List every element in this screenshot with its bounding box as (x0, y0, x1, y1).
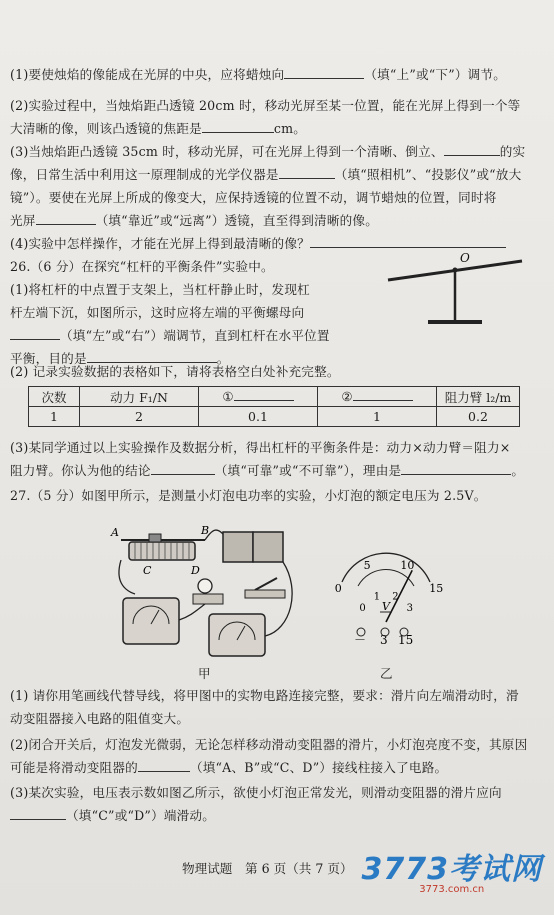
answer-blank[interactable] (353, 389, 413, 401)
battery-cell (253, 532, 283, 562)
terminal-label-b: B (201, 524, 210, 537)
q26-part1-line1: (1)将杠杆的中点置于支架上，当杠杆静止时，发现杠 (10, 282, 310, 297)
table-header: 次数 (29, 387, 80, 407)
q27-part3-line1: (3)某次实验，电压表示数如图乙所示，欲使小灯泡正常发光，则滑动变阻器的滑片应向 (10, 785, 502, 800)
watermark-url: 3773.com.cn (419, 884, 485, 895)
watermark-logo (362, 844, 543, 895)
rheostat-slider (149, 534, 161, 542)
dial-outer-tick-label: 15 (429, 582, 444, 595)
switch-icon (255, 578, 277, 590)
q26-part1-line3: （填“左”或“右”）端调节，直到杠杆在水平位置 (10, 328, 330, 344)
q25-part2-line2: 大清晰的像，则该凸透镜的焦距是 cm。 (10, 121, 307, 136)
answer-blank[interactable] (234, 389, 294, 401)
q26-part1-line4: 平衡，目的是 。 (10, 351, 230, 366)
dial-unit-label: V (382, 600, 390, 613)
q26-part1-line2: 杆左端下沉，如图所示，这时应将左端的平衡螺母向 (10, 305, 305, 320)
q25-part3-line2: 像，日常生活中利用这一原理制成的光学仪器是 （填“照相机”、“投影仪”或“放大 (10, 167, 522, 182)
answer-blank[interactable] (401, 463, 511, 475)
pivot-label: O (460, 251, 470, 265)
q27-part2-line2: 可能是将滑动变阻器的 （填“A、B”或“C、D”）接线柱接入了电路。 (10, 760, 448, 775)
voltmeter-dial-figure (328, 522, 444, 652)
q25-part3-line3: 镜”）。要使在光屏上所成的像变大，应保持透镜的位置不动，调节蜡烛的位置，同时将 (10, 190, 497, 205)
terminal-3: 3 (380, 633, 388, 647)
dial-outer-tick-label: 10 (400, 559, 415, 573)
dial-inner-tick-label: 3 (406, 603, 413, 614)
answer-blank[interactable] (36, 213, 96, 225)
q25-part3-line1: (3)当烛焰距凸透镜 35cm 时，移动光屏，可在光屏上得到一个清晰、倒立、 的实 (10, 144, 526, 159)
table-cell: 2 (80, 407, 199, 427)
q26-part3-line1: (3)某同学通过以上实验操作及数据分析，得出杠杆的平衡条件是：动力×动力臂＝阻力× (10, 440, 511, 455)
circuit-figure (105, 520, 310, 660)
terminal-label-a: A (111, 526, 119, 539)
answer-blank[interactable] (444, 144, 500, 156)
dial-outer-tick-label: 0 (334, 582, 342, 595)
terminal-label-d: D (191, 564, 200, 577)
answer-blank[interactable] (284, 67, 364, 79)
dial-inner-tick-label: 2 (392, 591, 399, 603)
q25-part4: (4)实验中怎样操作，才能在光屏上得到最清晰的像？ (10, 236, 506, 252)
terminal-label-c: C (143, 564, 152, 577)
dial-inner-tick-label: 1 (373, 591, 381, 603)
q27-heading: 27.（5 分）如图甲所示，是测量小灯泡电功率的实验，小灯泡的额定电压为 2.5V。 (10, 488, 487, 503)
table-cell: 1 (29, 407, 80, 427)
table-cell: 0.1 (199, 407, 318, 427)
battery-cell (223, 532, 253, 562)
q26-part3-line2: 阻力臂。你认为他的结论 （填“可靠”或“不可靠”），理由是 。 (10, 463, 525, 478)
answer-blank[interactable] (138, 760, 190, 772)
table-header: 阻力臂 l₂/m (437, 387, 520, 407)
answer-blank[interactable] (310, 236, 506, 248)
answer-blank[interactable] (10, 808, 66, 820)
dial-outer-tick-label: 5 (363, 559, 371, 573)
table-row (29, 407, 520, 427)
q27-part2-line1: (2)闭合开关后，灯泡发光微弱，无论怎样移动滑动变阻器的滑片，小灯泡亮度不变，其原因 (10, 737, 528, 752)
lever-pivot (453, 268, 458, 273)
table-header: ② (318, 387, 437, 407)
page-footer: 物理试题 第 6 页（共 7 页） (182, 861, 353, 876)
bulb-base (193, 594, 223, 604)
voltmeter-icon (123, 598, 179, 644)
table-header-row (29, 387, 520, 407)
q26-part2: (2) 记录实验数据的表格如下，请将表格空白处补充完整。 (10, 364, 340, 379)
q26-heading: 26.（6 分）在探究“杠杆的平衡条件”实验中。 (10, 259, 274, 274)
table-header: 动力 F₁/N (80, 387, 199, 407)
figure-caption-b: 乙 (380, 666, 393, 681)
answer-blank[interactable] (151, 463, 215, 475)
q27-part1-line1: (1) 请你用笔画线代替导线，将甲图中的实物电路连接完整，要求：滑片向左端滑动时，滑 (10, 688, 519, 703)
terminal-15: 15 (398, 633, 414, 647)
figure-caption-a: 甲 (198, 666, 211, 681)
bulb-icon (198, 579, 212, 593)
table-cell: 1 (318, 407, 437, 427)
watermark-brand: 3773考试网 (361, 852, 542, 887)
q25-part1: (1)要使烛焰的像能成在光屏的中央，应将蜡烛向 （填“上”或“下”）调节。 (10, 67, 507, 82)
table-cell: 0.2 (437, 407, 520, 427)
answer-blank[interactable] (10, 328, 60, 340)
answer-blank[interactable] (202, 121, 274, 133)
table-header: ① (199, 387, 318, 407)
q27-part1-line2: 动变阻器接入电路的阻值变大。 (10, 711, 190, 726)
answer-blank[interactable] (279, 167, 335, 179)
q27-part3-line2: （填“C”或“D”）端滑动。 (10, 808, 215, 824)
q25-part2-line1: (2)实验过程中，当烛焰距凸透镜 20cm 时，移动光屏至某一位置，能在光屏上得到一个等 (10, 98, 521, 113)
q25-part3-line4: 光屏 （填“靠近”或“远离”）透镜，直至得到清晰的像。 (10, 213, 379, 228)
record-table (28, 386, 520, 427)
ammeter-icon (209, 614, 265, 656)
dial-inner-tick-label: 0 (359, 603, 366, 614)
terminal-minus: － (354, 633, 367, 647)
dial-needle (386, 570, 412, 622)
lever-figure (380, 248, 530, 330)
answer-blank[interactable] (87, 351, 217, 363)
rheostat-body (129, 542, 195, 560)
